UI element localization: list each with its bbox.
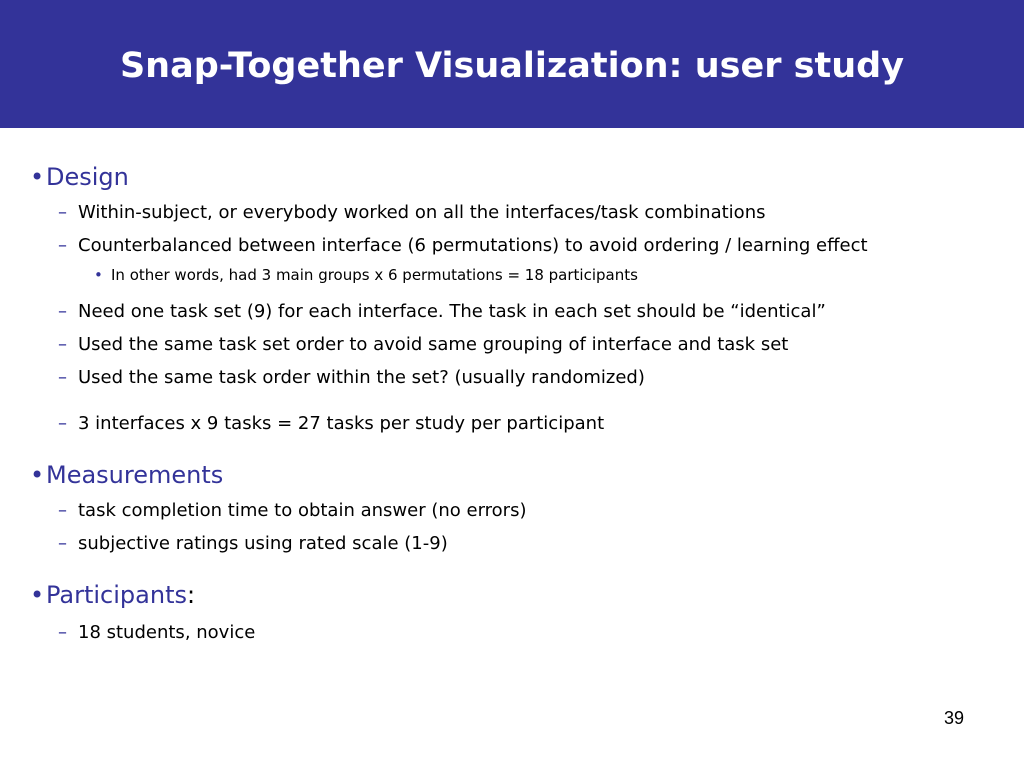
list-item — [58, 234, 868, 258]
heading-participants — [30, 580, 195, 610]
dash-bullet-icon: – — [58, 367, 67, 388]
sub-list-item-text: In other words, had 3 main groups x 6 permutations = 18 participants — [111, 266, 638, 284]
list-item-text: Counterbalanced between interface (6 permutations) to avoid ordering / learning effect — [78, 235, 868, 256]
slide-title: Snap-Together Visualization: user study — [119, 46, 905, 86]
bullet-icon: • — [30, 163, 45, 191]
bullet-icon: • — [30, 581, 45, 609]
dash-bullet-icon: – — [58, 413, 67, 434]
list-item-text: 18 students, novice — [78, 622, 256, 643]
list-item-text: Used the same task set order to avoid same grouping of interface and task set — [78, 334, 789, 355]
list-item — [58, 532, 448, 556]
heading-measurements-label: Measurements — [46, 461, 224, 489]
dash-bullet-icon: – — [58, 301, 67, 322]
sub-list-item — [94, 265, 638, 285]
list-item-text: Used the same task order within the set? (usually randomized) — [78, 367, 645, 388]
dash-bullet-icon: – — [58, 533, 67, 554]
list-item-text: Need one task set (9) for each interface. The task in each set should be “identical” — [78, 301, 826, 322]
heading-participants-label: Participants — [46, 581, 187, 609]
heading-participants-colon: : — [186, 581, 196, 609]
list-item — [58, 366, 645, 390]
list-item — [58, 201, 765, 225]
list-item-text: subjective ratings using rated scale (1-9) — [78, 533, 448, 554]
dot-bullet-icon: • — [94, 266, 103, 284]
dash-bullet-icon: – — [58, 202, 67, 223]
list-item — [58, 621, 255, 645]
dash-bullet-icon: – — [58, 500, 67, 521]
dash-bullet-icon: – — [58, 622, 67, 643]
heading-design — [30, 162, 129, 192]
page-number: 39 — [943, 708, 964, 728]
title-bar — [0, 0, 1024, 128]
list-item — [58, 333, 788, 357]
bullet-icon: • — [30, 461, 45, 489]
list-item — [58, 499, 526, 523]
list-item-text: task completion time to obtain answer (no errors) — [78, 500, 527, 521]
dash-bullet-icon: – — [58, 334, 67, 355]
dash-bullet-icon: – — [58, 235, 67, 256]
heading-design-label: Design — [46, 163, 129, 191]
heading-measurements — [30, 460, 223, 490]
list-item-text: 3 interfaces x 9 tasks = 27 tasks per study per participant — [78, 413, 605, 434]
list-item — [58, 412, 604, 436]
list-item-text: Within-subject, or everybody worked on all the interfaces/task combinations — [78, 202, 766, 223]
list-item — [58, 300, 826, 324]
